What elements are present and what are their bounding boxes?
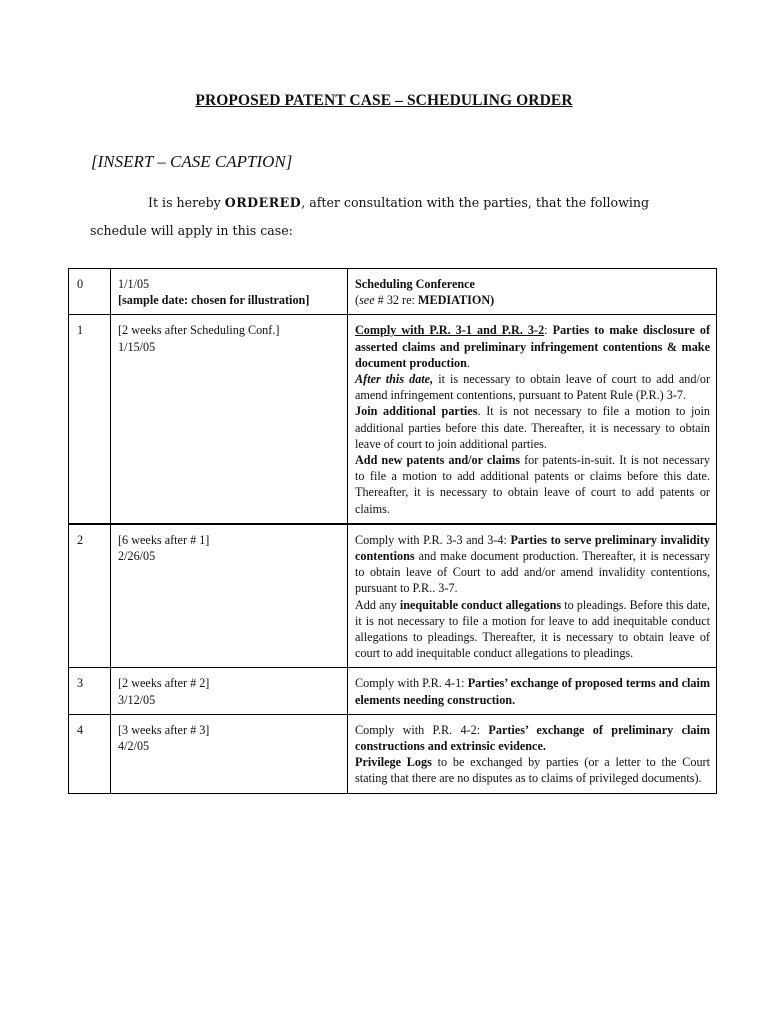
desc-paragraph <box>355 597 710 662</box>
mediation-text: MEDIATION) <box>417 293 495 308</box>
row-date <box>111 524 348 668</box>
date-line: [6 weeks after # 1] <box>118 532 210 547</box>
desc-paragraph <box>355 754 710 786</box>
desc-paragraph <box>355 371 710 403</box>
desc-line <box>355 292 710 308</box>
date-line: [2 weeks after # 2] <box>118 676 210 691</box>
row-date <box>111 315 348 524</box>
desc-paragraph <box>355 532 710 597</box>
row-number: 3 <box>69 668 111 714</box>
desc-paragraph <box>355 322 710 371</box>
case-caption-placeholder: [INSERT – CASE CAPTION] <box>91 152 293 171</box>
table-row <box>69 668 717 714</box>
privilege-label: Privilege Logs <box>355 755 432 770</box>
table-row <box>69 524 717 668</box>
rule-reference: Comply with P.R. 4-2: <box>355 722 489 737</box>
desc-paragraph <box>355 675 710 707</box>
row-description <box>348 315 717 524</box>
date-line: 1/1/05 <box>118 277 150 291</box>
rule-bold: Parties to serve preliminary invalidity contentions <box>355 532 710 564</box>
desc-paragraph <box>355 403 710 452</box>
row-number: 0 <box>69 269 111 315</box>
intro-ordered: ORDERED <box>224 195 302 210</box>
rule-bold: Parties’ exchange of proposed terms and claim elements needing construction. <box>355 676 710 707</box>
page-title: PROPOSED PATENT CASE – SCHEDULING ORDER <box>195 92 573 109</box>
schedule-table <box>68 268 717 794</box>
see-text: see <box>359 293 375 308</box>
desc-paragraph <box>355 722 710 754</box>
add-text: to pleadings. Before this date, it is not necessary to file a motion for leave to add inequitable conduct allegations to pleadings. Thereafter, it is necessary to obtain leave of court to add inequitable conduct allegations to pleadings. <box>355 597 710 661</box>
date-line: [2 weeks after Scheduling Conf.] <box>118 323 280 338</box>
date-note: [sample date: chosen for illustration] <box>118 293 310 308</box>
intro-text-end: , after consultation with the parties, that the following schedule will apply in this case: <box>90 195 650 238</box>
colon: : <box>544 323 553 338</box>
row-number: 1 <box>69 315 111 524</box>
add-bold: inequitable conduct allegations <box>399 597 562 612</box>
desc-heading: Scheduling Conference <box>355 277 475 291</box>
row-description <box>348 668 717 714</box>
privilege-text: to be exchanged by parties (or a letter to the Court stating that there are no disputes as to claims of privileged documents). <box>355 755 710 786</box>
row-description <box>348 269 717 315</box>
row-description <box>348 524 717 668</box>
table-row <box>69 714 717 793</box>
add-label: Add new patents and/or claims <box>355 453 521 468</box>
table-row <box>69 269 717 315</box>
date-line: 3/12/05 <box>118 692 156 707</box>
date-line: 1/15/05 <box>118 339 156 354</box>
rule-text: and make document production. Thereafter, it is necessary to obtain leave of Court to add and/or amend invalidity contentions, pursuant to P.R.. 3-7. <box>355 549 710 596</box>
paren: ( <box>355 293 360 308</box>
after-label: After this date, <box>355 372 434 387</box>
intro-paragraph <box>90 189 650 245</box>
rule-reference: Comply with P.R. 3-1 and P.R. 3-2 <box>355 323 545 338</box>
row-number: 2 <box>69 524 111 668</box>
row-description <box>348 714 717 793</box>
row-date <box>111 714 348 793</box>
table-row <box>69 315 717 524</box>
date-line: 4/2/05 <box>118 739 150 754</box>
date-line: [3 weeks after # 3] <box>118 722 210 737</box>
rule-reference: Comply with P.R. 4-1: <box>355 676 468 691</box>
row-date <box>111 269 348 315</box>
date-line: 2/26/05 <box>118 549 156 564</box>
period: . <box>466 355 470 370</box>
rule-bold: Parties’ exchange of preliminary claim constructions and extrinsic evidence. <box>355 722 710 754</box>
join-text: . It is not necessary to file a motion to join additional parties before this date. Thereafter, it is necessary to obtain leave of court to join additional parties. <box>355 404 711 451</box>
add-pre: Add any <box>355 597 400 612</box>
add-text: for patents-in-suit. It is not necessary to file a motion to add additional patents or claims before this date. Thereafter, it is necessary to obtain leave of court to add patents or claims. <box>355 453 710 516</box>
intro-text-start: It is hereby <box>148 195 225 210</box>
rule-reference: Comply with P.R. 3-3 and 3-4: <box>355 532 511 547</box>
desc-paragraph <box>355 452 710 517</box>
ref-text: # 32 re: <box>374 293 418 308</box>
row-date <box>111 668 348 714</box>
join-label: Join additional parties <box>355 404 478 419</box>
row-number: 4 <box>69 714 111 793</box>
after-text: it is necessary to obtain leave of court to add and/or amend infringement contentions, pursuant to Patent Rule (P.R.) 3-7. <box>355 372 710 403</box>
rule-text: Parties to make disclosure of asserted claims and preliminary infringement contentions & make document production <box>355 323 710 370</box>
